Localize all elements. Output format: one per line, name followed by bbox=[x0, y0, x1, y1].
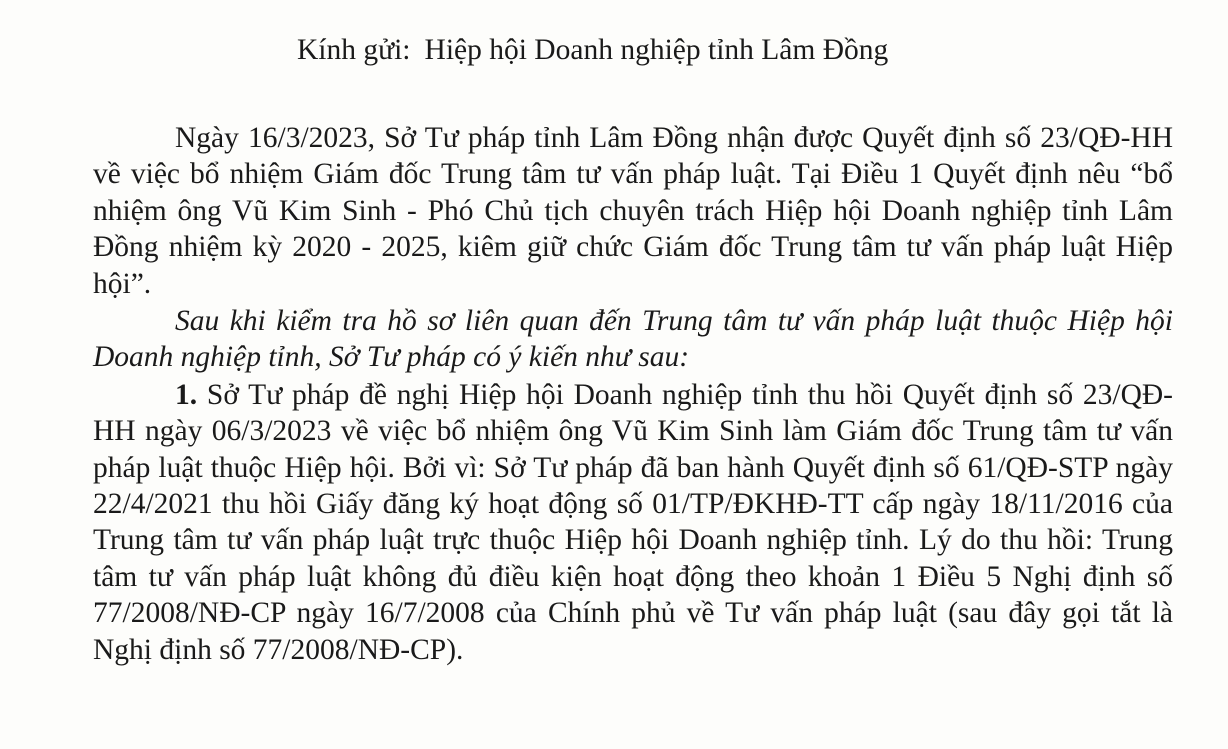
salutation-prefix: Kính gửi: bbox=[297, 34, 411, 66]
opinion-intro-paragraph: Sau khi kiểm tra hồ sơ liên quan đến Trung tâm tư vấn pháp luật thuộc Hiệp hội Doanh nghiệp tỉnh, Sở Tư pháp có ý kiến như sau: bbox=[93, 305, 1173, 374]
item-1-number: 1. bbox=[175, 378, 198, 411]
salutation-line bbox=[297, 32, 888, 68]
document-body bbox=[93, 120, 1173, 668]
salutation-recipient: Hiệp hội Doanh nghiệp tỉnh Lâm Đồng bbox=[424, 34, 889, 66]
intro-paragraph: Ngày 16/3/2023, Sở Tư pháp tỉnh Lâm Đồng nhận được Quyết định số 23/QĐ-HH về việc bổ nhiệm Giám đốc Trung tâm tư vấn pháp luật. Tại Điều 1 Quyết định nêu “bổ nhiệm ông Vũ Kim Sinh - Phó Chủ tịch chuyên trách Hiệp hội Doanh nghiệp tỉnh Lâm Đồng nhiệm kỳ 2020 - 2025, kiêm giữ chức Giám đốc Trung tâm tư vấn pháp luật Hiệp hội”. bbox=[93, 122, 1173, 300]
item-1-paragraph bbox=[93, 377, 1173, 668]
item-1-text: Sở Tư pháp đề nghị Hiệp hội Doanh nghiệp tỉnh thu hồi Quyết định số 23/QĐ-HH ngày 06/3/2023 về việc bổ nhiệm ông Vũ Kim Sinh làm Giám đốc Trung tâm tư vấn pháp luật thuộc Hiệp hội. Bởi vì: Sở Tư pháp đã ban hành Quyết định số 61/QĐ-STP ngày 22/4/2021 thu hồi Giấy đăng ký hoạt động số 01/TP/ĐKHĐ-TT cấp ngày 18/11/2016 của Trung tâm tư vấn pháp luật trực thuộc Hiệp hội Doanh nghiệp tỉnh. Lý do thu hồi: Trung tâm tư vấn pháp luật không đủ điều kiện hoạt động theo khoản 1 Điều 5 Nghị định số 77/2008/NĐ-CP ngày 16/7/2008 của Chính phủ về Tư vấn pháp luật (sau đây gọi tắt là Nghị định số 77/2008/NĐ-CP). bbox=[93, 378, 1174, 666]
